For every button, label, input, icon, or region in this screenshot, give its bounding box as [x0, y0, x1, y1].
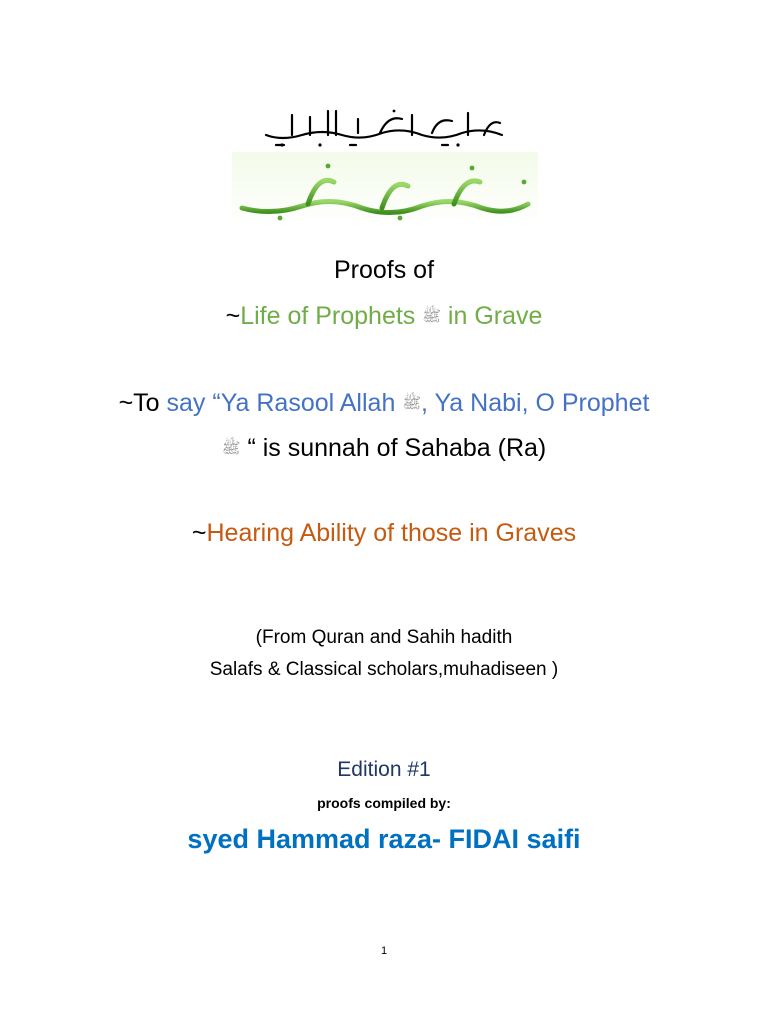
- compiled-by-label: proofs compiled by:: [317, 795, 451, 811]
- say-blue-part2: , Ya Nabi, O Prophet: [421, 389, 650, 417]
- topic-ya-rasool-allah-line2: [0, 434, 768, 463]
- say-line2-text: “ is sunnah of Sahaba (Ra): [240, 434, 547, 462]
- source-line-1: (From Quran and Sahih hadith: [255, 627, 513, 648]
- life-text-after: in Grave: [440, 302, 543, 330]
- say-blue-part1: say “Ya Rasool Allah: [166, 389, 403, 417]
- topic-ya-rasool-allah: [0, 389, 768, 418]
- author-name: syed Hammad raza- FIDAI saifi: [187, 824, 581, 854]
- say-prefix: ~To: [118, 389, 167, 417]
- life-prefix: ~: [225, 302, 241, 330]
- hearing-prefix: ~: [191, 519, 207, 547]
- life-text-before: Life of Prophets: [240, 302, 423, 330]
- document-title: [0, 256, 768, 285]
- bismillah-calligraphy: [262, 105, 506, 149]
- source-line-2: Salafs & Classical scholars,muhadiseen ): [209, 659, 559, 680]
- honorific-glyph: ﷺ: [221, 439, 241, 458]
- honorific-glyph: ﷺ: [422, 307, 441, 326]
- title-text: Proofs of: [333, 256, 435, 284]
- edition-label: Edition #1: [337, 758, 431, 781]
- salutation-banner: [232, 152, 538, 226]
- honorific-glyph: ﷺ: [402, 394, 422, 413]
- hearing-text: Hearing Ability of those in Graves: [206, 519, 577, 547]
- topic-life-of-prophets: [0, 302, 768, 331]
- page-number: 1: [380, 945, 388, 957]
- topic-hearing-ability: [0, 519, 768, 548]
